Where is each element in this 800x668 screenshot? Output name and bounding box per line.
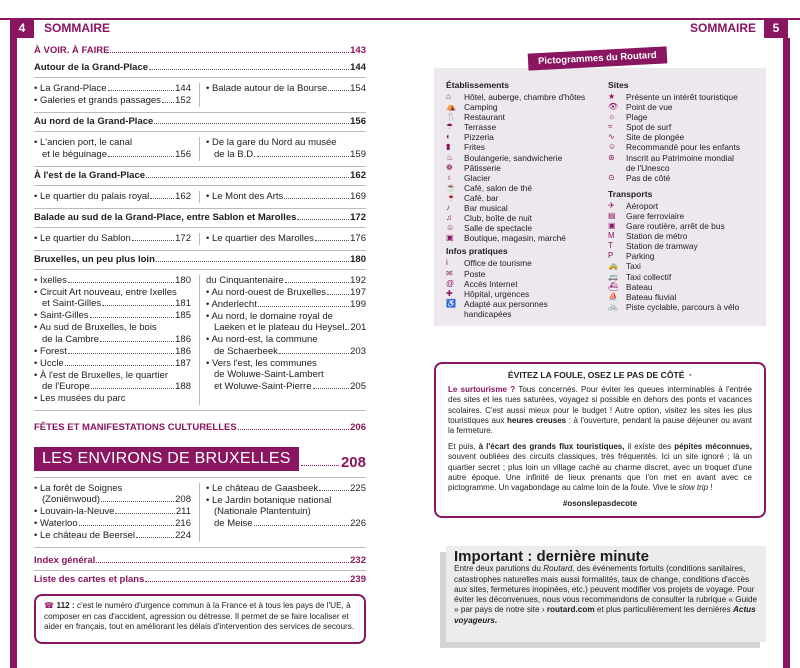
pictogram-legend-item: P Parking — [608, 251, 655, 262]
routard-link[interactable]: routard.com — [546, 605, 595, 615]
pictogram-icon: ♫ — [446, 213, 452, 223]
toc-item[interactable]: • Anderlecht 199 — [206, 298, 366, 310]
pictogram-legend-item: handicapées — [446, 309, 585, 319]
toc-item[interactable]: • Waterloo 216 — [34, 518, 191, 529]
pictogram-icon: ♿ — [446, 298, 456, 308]
pictogram-legend-item: ⛴ Bateau — [608, 281, 653, 292]
pictogram-legend-item: 👁 Point de vue — [608, 102, 673, 113]
toc-item[interactable]: • Au nord-est, la commune — [206, 334, 318, 345]
toc-item[interactable]: • Balade autour de la Bourse 154 — [206, 83, 366, 94]
pictograms-title: Pictogrammes du Routard — [528, 46, 667, 70]
toc-item[interactable]: • Au nord, le domaine royal de — [206, 310, 333, 322]
pictogram-icon: ⛴ — [608, 281, 619, 291]
pictogram-legend-item: 🚕 Taxi — [608, 261, 641, 272]
pictos-left-column — [446, 78, 585, 319]
left-page-title: SOMMAIRE — [44, 21, 110, 35]
pictogram-icon: P — [608, 251, 614, 261]
pictogram-icon: 🚲 — [608, 301, 618, 311]
pictogram-legend-item: ◐ Pizzeria — [446, 132, 494, 143]
pictogram-icon: M — [608, 231, 615, 241]
pictogram-legend-item: ▤ Gare ferroviaire — [608, 210, 685, 221]
pictogram-legend-item: ♨ Boulangerie, sandwicherie — [446, 152, 563, 163]
toc-loin-items: • Ixelles 180 • Circuit Art nouveau, entre Ixelles et Saint-Gilles 181 • Saint-Gilles 185 • Au sud de Bruxelles, le bois de la Cambre 186 • Forest 186 • Uccle 187 • À l'est de Bruxelles, le quartier de l'Europe 188 • Les musées du parc du Cinquantenaire 192 • Au nord-ouest de Bruxelles 197 • Anderlecht 199 • Au nord, le domaine royal de Laeken et le plateau du Heysel 201 • Au nord-est, la commune de Schaerbeek 203 • Vers l'est, les communes de Woluwe-Saint-Lambert et Woluwe-Saint-Pierre 205 — [34, 270, 366, 411]
pictogram-icon: 👁 — [608, 102, 619, 112]
pictogram-icon: ☺ — [446, 223, 455, 233]
important-text: Entre deux parutions du Routard, des événements fortuits (conditions sanitaires, catastrophes naturelles mais aussi formalités, taux de change, conditions d'accès aux sites, fermetures inopinées, etc.) peuvent modifier vos projets de voyage. Pour éviter les déconvenues, nous vous recommandons de consulter la rubrique « Guide » par pays de notre site › routard.com et plus particulièrement les dernières Actus voyageurs. — [454, 564, 758, 625]
toc-entry-environs[interactable]: LES ENVIRONS DE BRUXELLES 208 — [34, 447, 366, 471]
pictogram-legend-item: ⊙ Pas de côté — [608, 172, 671, 183]
avoid-crowds-title: ÉVITEZ LA FOULE, OSEZ LE PAS DE CÔTÉ ◔ — [507, 370, 693, 380]
toc-est-items — [34, 186, 366, 209]
toc-section-nord[interactable]: Au nord de la Grand-Place 156 — [34, 113, 366, 132]
left-page-number: 4 — [10, 18, 34, 38]
toc-item[interactable]: • Au nord-ouest de Bruxelles 197 — [206, 286, 366, 298]
pictogram-legend-item: ♁ Glacier — [446, 172, 491, 183]
pictogram-legend-item: 🍴 Restaurant — [446, 112, 505, 123]
toc-item[interactable]: • Uccle 187 — [34, 357, 191, 369]
right-margin-bar — [783, 38, 790, 668]
pictogram-legend-item: 🍷 Café, bar — [446, 192, 499, 203]
toc-item[interactable]: • Le château de Beersel 224 — [34, 530, 191, 541]
pictogram-icon: ⌂ — [446, 92, 451, 101]
pictogram-icon: ▮ — [446, 142, 451, 152]
toc-item[interactable]: • Les musées du parc — [34, 393, 126, 404]
pictos-infos-heading: Infos pratiques — [446, 246, 508, 257]
pas-de-cote-icon: ◔ — [686, 370, 693, 380]
avoid-crowds-p2: Et puis, à l'écart des grands flux touristiques, il existe des pépites méconnues, souvent oubliées des circuits classiques, très fréquentés. Ici un site ignoré ; là un quartier secret ; plus loin un village caché au charme discret, avec un troquet d'une autre époque. Une infinité de lieux prenants que l'on met en avant avec ce pictogramme. Un vagabondage au calme loin de la foule. Vive le slow trip ! — [448, 442, 752, 493]
pictos-transports-heading: Transports — [608, 188, 653, 199]
pictogram-icon: ♪ — [446, 203, 450, 213]
pictogram-icon: ☂ — [446, 122, 454, 132]
pictogram-legend-item: ⛵ Bateau fluvial — [608, 291, 677, 302]
pictogram-icon: ▣ — [446, 233, 454, 243]
right-page-title: SOMMAIRE — [690, 21, 756, 35]
table-of-contents — [34, 42, 366, 589]
pictogram-legend-item: ✉ Poste — [446, 268, 486, 279]
pictogram-legend-item: ♿ Adapté aux personnes — [446, 298, 548, 309]
pictogram-legend-item: 🚲 Piste cyclable, parcours à vélo — [608, 301, 740, 312]
toc-item[interactable]: • Galeries et grands passages 152 — [34, 95, 191, 106]
pictogram-icon — [446, 309, 464, 319]
emergency-text: c'est le numéro d'urgence commun à la France et à tous les pays de l'UE, à composer en cas d'accident, agression ou détresse. Il permet de se faire localiser et aider en français, tout en améliorant les délais d'intervention des services de secours. — [44, 601, 355, 631]
pictogram-legend-item: ♪ Bar musical — [446, 203, 508, 214]
pictogram-icon: 🚕 — [608, 261, 618, 271]
toc-section-loin[interactable]: Bruxelles, un peu plus loin 180 — [34, 251, 366, 270]
toc-item[interactable]: • La forêt de Soignes — [34, 482, 123, 494]
pictogram-legend-item: ≈ Spot de surf — [608, 122, 672, 133]
toc-grand-place-items — [34, 78, 366, 113]
toc-item[interactable]: • L'ancien port, le canal et le béguinage 156 — [34, 137, 200, 161]
pictogram-legend-item: i Office de tourisme — [446, 258, 532, 269]
toc-item[interactable]: • Le quartier du Sablon 172 — [34, 232, 191, 244]
pictogram-legend-item: ✈ Aéroport — [608, 200, 659, 211]
pictogram-legend-item: M Station de métro — [608, 231, 688, 242]
toc-item[interactable]: • Le château de Gaasbeek 225 — [206, 482, 366, 494]
avoid-crowds-p1: Le surtourisme ? Tous concernés. Pour éviter les queues interminables à l'entrée des sites et les rues saturées, voyagez si possible en dehors des ponts et vacances scolaires. C'est aussi mieux pour le budget ! Autre option, visitez les sites les plus touristiques aux heures creuses : à l'ouverture, pendant la pause déjeuner ou avant la fermeture. — [448, 385, 753, 436]
toc-item[interactable]: • Louvain-la-Neuve 211 — [34, 506, 191, 517]
pictogram-legend-item: ☂ Terrasse — [446, 122, 497, 133]
pictogram-icon: ✉ — [446, 268, 453, 278]
pictogram-icon: T — [608, 241, 613, 251]
important-title: Important : dernière minute — [454, 548, 650, 565]
toc-nord-items — [34, 132, 366, 167]
pictogram-icon — [608, 163, 626, 173]
toc-entry-a-voir[interactable]: À VOIR. À FAIRE 143 — [34, 45, 366, 56]
toc-item[interactable]: • Le Jardin botanique national — [206, 494, 332, 506]
pictogram-icon: ❁ — [446, 162, 453, 172]
toc-item[interactable]: • Le Mont des Arts 169 — [206, 190, 366, 202]
toc-item[interactable]: • Forest 186 — [34, 345, 191, 357]
pictogram-legend-item: ⊛ Inscrit au Patrimoine mondial — [608, 152, 734, 163]
pictogram-legend-item: ▣ Boutique, magasin, marché — [446, 233, 566, 244]
toc-sablon-items — [34, 228, 366, 251]
hashtag: #osonslepasdecote — [562, 499, 638, 509]
pictogram-legend-item: ⌂ Hôtel, auberge, chambre d'hôtes — [446, 92, 586, 102]
pictogram-icon: ⛵ — [608, 291, 618, 301]
pictogram-legend-item: ☼ Plage — [608, 112, 648, 123]
pictogram-icon: ≈ — [608, 122, 613, 132]
pictogram-icon: ☕ — [446, 182, 456, 192]
pictogram-icon: 🍴 — [446, 112, 456, 122]
toc-section-sablon[interactable]: Balade au sud de la Grand-Place, entre Sablon et Marolles 172 — [34, 209, 366, 228]
pictogram-legend-item: ❁ Pâtisserie — [446, 162, 501, 173]
pictogram-legend-item: ⛺ Camping — [446, 102, 498, 113]
environs-heading: LES ENVIRONS DE BRUXELLES — [34, 447, 299, 471]
pictogram-legend-item: ★ Présente un intérêt touristique — [608, 92, 738, 102]
pictos-right-column — [608, 78, 740, 312]
toc-item[interactable]: • À l'est de Bruxelles, le quartier — [34, 369, 168, 381]
emergency-box — [34, 594, 366, 644]
pictogram-icon: 🍷 — [446, 192, 456, 202]
pictogram-icon: ★ — [608, 92, 616, 101]
pictogram-icon: ◐ — [446, 132, 451, 142]
pictogram-icon: ∿ — [608, 132, 615, 142]
pictogram-legend-item: 🚐 Taxi collectif — [608, 271, 672, 282]
toc-item[interactable]: • De la gare du Nord au musée de la B.D. 159 — [206, 137, 366, 160]
pictogram-icon: ▣ — [608, 221, 616, 231]
pictos-sites-heading: Sites — [608, 80, 629, 90]
toc-item[interactable]: • Saint-Gilles 185 — [34, 310, 191, 321]
phone-icon: ☎ — [44, 601, 55, 610]
toc-item[interactable]: • Au sud de Bruxelles, le bois — [34, 322, 157, 333]
toc-entry-index[interactable]: Index général 232 — [34, 552, 366, 571]
pictogram-legend-item: ♫ Club, boîte de nuit — [446, 213, 532, 224]
pictogram-icon: ▤ — [608, 210, 616, 220]
pictogram-icon: ⊙ — [608, 172, 615, 182]
pictogram-icon: @ — [446, 278, 455, 288]
pictogram-icon: ☺ — [608, 142, 617, 152]
right-page-number: 5 — [764, 18, 788, 38]
toc-item[interactable]: • La Grand-Place 144 — [34, 83, 191, 94]
toc-item[interactable]: • Circuit Art nouveau, entre Ixelles — [34, 286, 177, 298]
toc-section-est[interactable]: À l'est de la Grand-Place 162 — [34, 167, 366, 186]
pictogram-icon: i — [446, 258, 448, 268]
pictogram-legend-item: ☺ Recommandé pour les enfants — [608, 142, 741, 153]
pictogram-icon: ✚ — [446, 288, 453, 298]
pictogram-icon: ⊛ — [608, 152, 615, 162]
pictogram-legend-item: ▣ Gare routière, arrêt de bus — [608, 221, 725, 232]
left-margin-bar — [10, 38, 17, 668]
toc-item[interactable]: • Vers l'est, les communes — [206, 357, 317, 369]
pictogram-legend-item: ▮ Frites — [446, 142, 485, 153]
toc-section-grand-place[interactable]: Autour de la Grand-Place 144 — [34, 59, 366, 78]
pictogram-icon: 🚐 — [608, 271, 618, 281]
toc-entry-cartes[interactable]: Liste des cartes et plans 239 — [34, 574, 366, 585]
pictogram-legend-item: ∿ Site de plongée — [608, 132, 685, 143]
pictogram-legend-item: @ Accès Internet — [446, 278, 518, 289]
toc-entry-fetes[interactable]: FÊTES ET MANIFESTATIONS CULTURELLES 206 — [34, 421, 366, 433]
pictogram-legend-item: T Station de tramway — [608, 241, 698, 252]
avoid-crowds-box — [434, 362, 766, 518]
emergency-number: 112 : — [56, 601, 75, 610]
pictogram-legend-item: ✚ Hôpital, urgences — [446, 288, 530, 299]
pictogram-icon: ⛺ — [446, 102, 456, 112]
toc-item[interactable]: • Le quartier des Marolles 176 — [206, 232, 366, 244]
pictogram-icon: ♨ — [446, 152, 454, 162]
important-box — [446, 546, 766, 642]
pictogram-legend-item: ☺ Salle de spectacle — [446, 223, 532, 234]
pictogram-legend-item: de l'Unesco — [608, 163, 740, 173]
pictos-etablissements-heading: Établissements — [446, 80, 510, 90]
pictogram-icon: ✈ — [608, 200, 615, 210]
toc-environs-items: • La forêt de Soignes (Zoniënwoud) 208 • Louvain-la-Neuve 211 • Waterloo 216 • Le château de Beersel 224 • Le château de Gaasbeek 225 • Le Jardin botanique national (Nationale Plantentuin) de Meise 226 — [34, 477, 366, 549]
toc-item[interactable]: • Le quartier du palais royal 162 — [34, 190, 191, 202]
pictogram-legend-item: ☕ Café, salon de thé — [446, 182, 532, 193]
pictogram-icon: ☼ — [608, 112, 616, 122]
toc-item[interactable]: du Cinquantenaire 192 — [206, 274, 366, 286]
toc-item[interactable]: • Ixelles 180 — [34, 274, 191, 286]
pictogram-icon: ♁ — [446, 172, 452, 182]
